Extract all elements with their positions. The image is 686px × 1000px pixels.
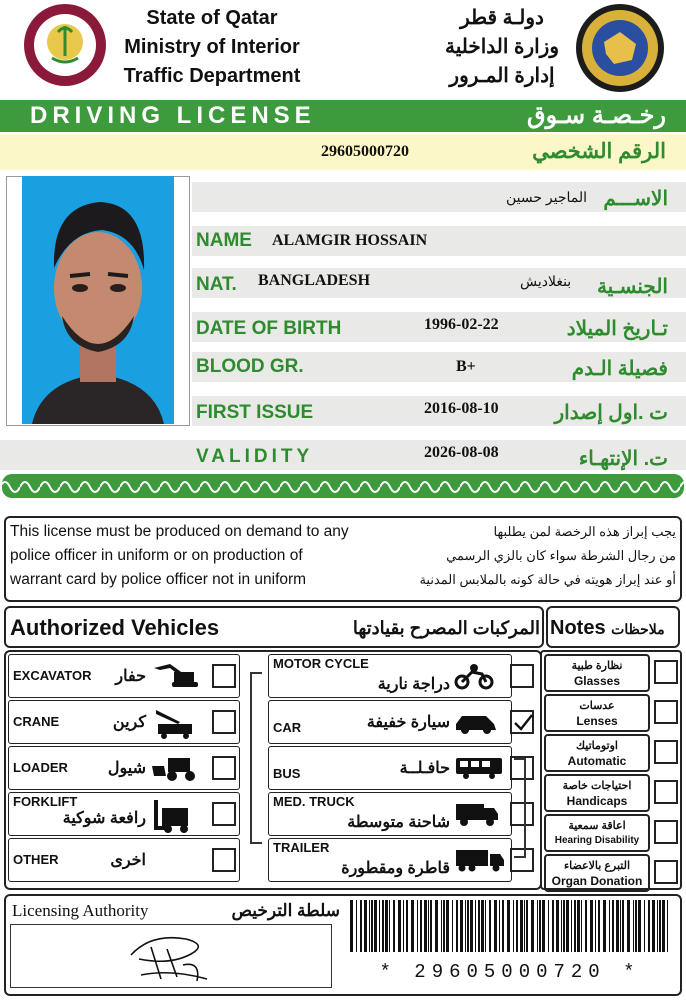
- note-checkbox-lenses[interactable]: [654, 700, 678, 724]
- dob-value: 1996-02-22: [424, 316, 499, 333]
- note-label-ar-hearing-disability: اعاقة سمعية: [568, 820, 626, 832]
- note-row-automatic: [544, 734, 650, 772]
- vehicle-label-en-excavator: EXCAVATOR: [13, 668, 92, 683]
- signature-box: [10, 924, 332, 988]
- name-label-ar: الاســـم: [603, 188, 668, 210]
- holder-name-ar: الماجير حسين: [506, 189, 588, 205]
- notes-title-ar: ملاحظات: [611, 621, 665, 637]
- barcode-bar: [494, 900, 497, 952]
- note-label-en-glasses: Glasses: [573, 674, 621, 688]
- note-label-ar-lenses: عدسات: [579, 700, 615, 712]
- barcode-bar: [350, 900, 353, 952]
- barcode-bar: [595, 900, 596, 952]
- validity-value: 2026-08-08: [424, 444, 499, 461]
- vehicle-label-ar-med-truck: شاحنة متوسطة: [347, 814, 450, 831]
- note-label-ar-organ-donation: التبرع بالاعضاء: [563, 860, 631, 872]
- row-bg-name-en: [192, 226, 686, 256]
- personal-id-value: 29605000720: [321, 143, 409, 160]
- barcode-bar: [590, 900, 593, 952]
- trailer-icon: [454, 846, 506, 879]
- barcode-bar: [465, 900, 466, 952]
- vehicle-label-en-other: OTHER: [13, 852, 59, 867]
- notice-en-line-1: This license must be produced on demand to any: [10, 523, 349, 540]
- barcode-bar: [598, 900, 600, 952]
- note-row-glasses: [544, 654, 650, 692]
- barcode-bar: [561, 900, 562, 952]
- vehicle-checkbox-crane[interactable]: [212, 710, 236, 734]
- ministry-name-en: Ministry of Interior: [124, 36, 300, 58]
- barcode-bar: [620, 900, 621, 952]
- notice-english: [10, 520, 390, 592]
- note-row-organ-donation: [544, 854, 650, 892]
- blood-label-en: BLOOD GR.: [196, 356, 304, 377]
- blood-label-ar: فصيلة الـدم: [571, 358, 668, 380]
- vehicle-label-ar-trailer: قاطرة ومقطورة: [341, 860, 450, 877]
- nationality-ar: بنغلاديش: [520, 273, 572, 289]
- barcode-bar: [460, 900, 463, 952]
- barcode-bar: [456, 900, 458, 952]
- barcode-bar: [662, 900, 665, 952]
- barcode-bar: [648, 900, 650, 952]
- checkmark-icon: [512, 712, 534, 734]
- barcode-bar: [513, 900, 514, 952]
- barcode-bar: [369, 900, 370, 952]
- vehicle-label-en-trailer: TRAILER: [273, 840, 330, 855]
- barcode-bar: [435, 900, 438, 952]
- barcode-bar: [520, 900, 523, 952]
- holder-name-en: ALAMGIR HOSSAIN: [272, 232, 428, 249]
- barcode-bar: [374, 900, 377, 952]
- nationality-en: BANGLADESH: [258, 272, 371, 289]
- note-label-ar-automatic: اوتوماتيك: [575, 740, 618, 752]
- forklift-icon: [150, 798, 194, 839]
- vehicle-label-ar-excavator: حفار: [115, 668, 146, 685]
- notes-title-en: Notes: [550, 617, 606, 639]
- barcode-bar: [539, 900, 541, 952]
- crane-icon: [150, 706, 198, 745]
- barcode-bar: [516, 900, 518, 952]
- dob-label-en: DATE OF BIRTH: [196, 318, 342, 339]
- barcode-bar: [403, 900, 404, 952]
- personal-id-label-ar: الرقم الشخصي: [532, 140, 666, 163]
- header-arabic: [432, 4, 572, 91]
- barcode-bar: [446, 900, 449, 952]
- barcode-bar: [644, 900, 645, 952]
- barcode-bar: [470, 900, 473, 952]
- barcode-bar: [531, 900, 534, 952]
- vehicle-label-en-med-truck: MED. TRUCK: [273, 794, 355, 809]
- license-title-ar: رخـصـة سـوق: [527, 102, 666, 129]
- note-checkbox-automatic[interactable]: [654, 740, 678, 764]
- barcode-bar: [424, 900, 427, 952]
- vehicle-label-en-loader: LOADER: [13, 760, 68, 775]
- barcode-bar: [633, 900, 634, 952]
- barcode-bar: [385, 900, 388, 952]
- vehicle-label-en-car: CAR: [273, 720, 302, 735]
- ministry-name-ar: وزارة الداخلية: [444, 36, 559, 58]
- vehicle-label-ar-motor-cycle: دراجة نارية: [377, 676, 450, 693]
- barcode-bar: [489, 900, 491, 952]
- truck-icon: [454, 800, 500, 833]
- first-issue-label-en: FIRST ISSUE: [196, 402, 314, 423]
- department-name-en: Traffic Department: [123, 65, 301, 87]
- barcode-bar: [609, 900, 610, 952]
- notice-en-line-2: police officer in uniform or on production of: [10, 547, 303, 564]
- note-label-en-automatic: Automatic: [567, 754, 627, 768]
- barcode-bar: [417, 900, 418, 952]
- licensing-authority-label-en: Licensing Authority: [12, 901, 149, 920]
- validity-label-en: VALIDITY: [196, 446, 314, 467]
- barcode-bar: [441, 900, 442, 952]
- barcode-bar: [406, 900, 408, 952]
- barcode-bar: [443, 900, 445, 952]
- notice-en-line-3: warrant card by police officer not in uniform: [10, 571, 307, 588]
- barcode-bar: [428, 900, 429, 952]
- decorative-wave-border: [0, 474, 686, 500]
- barcode-bar: [603, 900, 606, 952]
- barcode-bar: [652, 900, 655, 952]
- note-label-en-organ-donation: Organ Donation: [551, 874, 643, 888]
- barcode-bar: [411, 900, 414, 952]
- vehicle-label-ar-forklift: رافعة شوكية: [62, 810, 146, 827]
- gcc-emblem-logo: [574, 2, 666, 94]
- vehicle-label-ar-loader: شيول: [107, 760, 146, 777]
- barcode-bar: [581, 900, 582, 952]
- motorcycle-icon: [454, 662, 494, 695]
- barcode-bar: [552, 900, 554, 952]
- loader-icon: [150, 752, 202, 787]
- barcode-bar: [574, 900, 576, 952]
- barcode-bar: [467, 900, 469, 952]
- barcode-bar: [616, 900, 619, 952]
- dob-label-ar: تـاريخ الميلاد: [566, 318, 668, 340]
- barcode-bar: [481, 900, 484, 952]
- barcode-bar: [563, 900, 565, 952]
- barcode-bar: [507, 900, 510, 952]
- barcode-bar: [577, 900, 580, 952]
- barcode-bar: [556, 900, 559, 952]
- department-name-ar: إدارة المـرور: [449, 65, 555, 87]
- barcode-bar: [622, 900, 624, 952]
- barcode-bar: [502, 900, 504, 952]
- barcode-bar: [499, 900, 500, 952]
- barcode-bar: [360, 900, 362, 952]
- note-checkbox-organ-donation[interactable]: [654, 860, 678, 884]
- barcode-bar: [612, 900, 614, 952]
- note-row-hearing-disability: [544, 814, 650, 852]
- vehicle-checkbox-motor-cycle[interactable]: [510, 664, 534, 688]
- vehicle-checkbox-loader[interactable]: [212, 756, 236, 780]
- country-name-en: State of Qatar: [146, 7, 278, 29]
- first-issue-value: 2016-08-10: [424, 400, 499, 417]
- note-checkbox-glasses[interactable]: [654, 660, 678, 684]
- header-english: [112, 4, 312, 91]
- vehicle-label-en-forklift: FORKLIFT: [13, 794, 78, 809]
- barcode-number: * 29605000720 *: [379, 961, 641, 983]
- barcode-bar: [526, 900, 528, 952]
- bus-icon: [454, 754, 504, 785]
- barcode-bar: [542, 900, 545, 952]
- vehicle-label-en-motor-cycle: MOTOR CYCLE: [273, 656, 369, 671]
- notice-ar-line-1: يجب إبراز هذه الرخصة لمن يطلبها: [493, 524, 676, 539]
- barcode-bar: [382, 900, 384, 952]
- vehicle-label-ar-car: سيارة خفيفة: [366, 714, 450, 731]
- holder-photo: [22, 176, 174, 424]
- vehicle-label-ar-bus: حافـلــة: [399, 760, 450, 777]
- barcode-bar: [371, 900, 373, 952]
- vehicle-label-en-bus: BUS: [273, 766, 301, 781]
- notice-arabic: [360, 520, 676, 592]
- barcode-bar: [389, 900, 390, 952]
- barcode-bar: [475, 900, 476, 952]
- licensing-authority-label-ar: سلطة الترخيص: [231, 901, 340, 920]
- validity-label-ar: ت. الإنتهـاء: [578, 448, 668, 470]
- barcode-bar: [430, 900, 432, 952]
- barcode-bar: [398, 900, 401, 952]
- first-issue-label-ar: ت .اول إصدار: [554, 402, 668, 424]
- notice-ar-line-2: من رجال الشرطة سواء كان بالزي الرسمي: [446, 548, 676, 563]
- barcode-bar: [667, 900, 668, 952]
- note-label-en-hearing-disability: Hearing Disability: [554, 835, 640, 846]
- barcode-bar: [524, 900, 525, 952]
- barcode-bar: [537, 900, 538, 952]
- barcode-bar: [657, 900, 658, 952]
- barcode-bar: [393, 900, 395, 952]
- signature-image: [11, 925, 333, 989]
- vehicle-label-ar-crane: كرين: [112, 714, 146, 731]
- barcode-bar: [566, 900, 569, 952]
- barcode-bar: [585, 900, 587, 952]
- blood-value: B+: [456, 358, 476, 375]
- barcode-bar: [548, 900, 549, 952]
- barcode-bar: [379, 900, 380, 952]
- note-checkbox-hearing-disability[interactable]: [654, 820, 678, 844]
- note-label-en-lenses: Lenses: [576, 714, 618, 728]
- vehicle-checkbox-other[interactable]: [212, 848, 236, 872]
- barcode-bar: [452, 900, 453, 952]
- vehicle-checkbox-car[interactable]: [510, 710, 534, 734]
- barcode-bar: [635, 900, 637, 952]
- barcode-bar: [571, 900, 572, 952]
- authorized-title-en: Authorized Vehicles: [10, 615, 220, 640]
- excavator-icon: [150, 660, 204, 693]
- note-label-en-handicaps: Handicaps: [566, 794, 628, 808]
- note-row-handicaps: [544, 774, 650, 812]
- nationality-label-en: NAT.: [196, 274, 237, 295]
- notes-title: [550, 612, 678, 645]
- vehicle-group-bracket: [250, 672, 262, 844]
- name-label-en: NAME: [196, 230, 252, 251]
- barcode: [350, 900, 670, 952]
- heavy-vehicle-bracket: [514, 758, 526, 858]
- authorized-title-ar: المركبات المصرح بقيادتها: [352, 618, 540, 638]
- vehicle-checkbox-excavator[interactable]: [212, 664, 236, 688]
- country-name-ar: دولـة قطر: [460, 7, 544, 29]
- notice-ar-line-3: أو عند إبراز هويته في حالة كونه بالملابس المدنية: [419, 572, 676, 587]
- barcode-bar: [485, 900, 486, 952]
- barcode-bar: [356, 900, 357, 952]
- car-icon: [454, 708, 498, 739]
- note-checkbox-handicaps[interactable]: [654, 780, 678, 804]
- vehicle-checkbox-forklift[interactable]: [212, 802, 236, 826]
- vehicle-label-en-crane: CRANE: [13, 714, 60, 729]
- barcode-bar: [364, 900, 367, 952]
- nationality-label-ar: الجنسـية: [596, 276, 668, 298]
- barcode-bar: [420, 900, 422, 952]
- barcode-bar: [627, 900, 630, 952]
- note-row-lenses: [544, 694, 650, 732]
- barcode-bar: [638, 900, 641, 952]
- note-label-ar-handicaps: احتياجات خاصة: [562, 780, 632, 792]
- note-label-ar-glasses: نظارة طبية: [571, 660, 623, 672]
- barcode-bar: [478, 900, 480, 952]
- vehicle-label-ar-other: اخرى: [110, 852, 146, 869]
- barcode-bar: [659, 900, 661, 952]
- license-title-en: DRIVING LICENSE: [30, 102, 316, 129]
- ministry-emblem-logo: [22, 2, 108, 88]
